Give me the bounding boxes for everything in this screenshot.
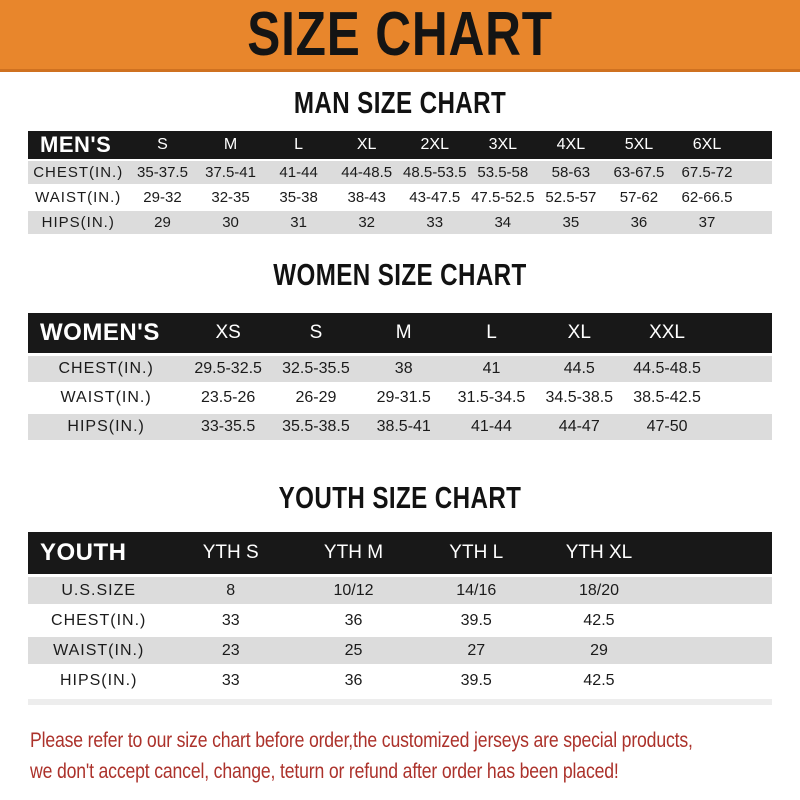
value-cell: 33-35.5	[184, 414, 272, 440]
value-cell: 35-38	[265, 186, 333, 209]
value-cell: 44.5-48.5	[623, 356, 711, 382]
man-size-table	[28, 129, 772, 236]
row-label: WAIST(IN.)	[28, 186, 128, 209]
value-cell: 36	[605, 211, 673, 234]
value-cell: 37.5-41	[197, 161, 265, 184]
value-cell: 47.5-52.5	[469, 186, 537, 209]
value-cell: 23.5-26	[184, 385, 272, 411]
value-cell: 39.5	[415, 607, 538, 634]
header-filler-cell	[741, 131, 772, 159]
banner-title: SIZE CHART	[247, 0, 553, 69]
youth-size-section	[0, 480, 800, 705]
size-column-header: M	[360, 313, 448, 353]
footer-note-line2: we don't accept cancel, change, teturn or refund after order has been placed!	[30, 760, 619, 783]
value-cell: 27	[415, 637, 538, 664]
size-column-header: XS	[184, 313, 272, 353]
value-cell: 63-67.5	[605, 161, 673, 184]
value-cell: 23	[169, 637, 292, 664]
value-cell: 32	[333, 211, 401, 234]
value-cell: 38	[360, 356, 448, 382]
measurement-row	[28, 577, 772, 604]
value-cell: 47-50	[623, 414, 711, 440]
row-filler-cell	[741, 161, 772, 184]
row-filler-cell	[660, 637, 772, 664]
value-cell: 33	[169, 667, 292, 694]
size-column-header: 4XL	[537, 131, 605, 159]
value-cell: 44.5	[535, 356, 623, 382]
women-size-section	[0, 257, 800, 443]
value-cell: 41	[448, 356, 536, 382]
man-section-heading: MAN SIZE CHART	[293, 85, 507, 120]
table-header-label: MEN'S	[28, 131, 128, 159]
size-column-header: 5XL	[605, 131, 673, 159]
value-cell: 33	[169, 607, 292, 634]
value-cell: 34.5-38.5	[535, 385, 623, 411]
banner	[0, 0, 800, 72]
size-column-header: YTH L	[415, 532, 538, 574]
value-cell: 31	[265, 211, 333, 234]
size-column-header: 2XL	[401, 131, 469, 159]
value-cell: 33	[401, 211, 469, 234]
size-column-header: YTH XL	[538, 532, 661, 574]
value-cell: 58-63	[537, 161, 605, 184]
row-filler-cell	[711, 356, 772, 382]
table-header-row	[28, 313, 772, 353]
value-cell: 42.5	[538, 607, 661, 634]
measurement-row	[28, 637, 772, 664]
value-cell: 35	[537, 211, 605, 234]
size-column-header: YTH S	[169, 532, 292, 574]
value-cell: 44-48.5	[333, 161, 401, 184]
value-cell: 30	[197, 211, 265, 234]
value-cell: 29.5-32.5	[184, 356, 272, 382]
row-label: CHEST(IN.)	[28, 607, 169, 634]
value-cell: 8	[169, 577, 292, 604]
value-cell: 38-43	[333, 186, 401, 209]
row-filler-cell	[741, 211, 772, 234]
women-section-heading: WOMEN SIZE CHART	[273, 257, 527, 292]
value-cell: 29-32	[128, 186, 196, 209]
value-cell: 38.5-42.5	[623, 385, 711, 411]
value-cell: 37	[673, 211, 741, 234]
row-filler-cell	[741, 186, 772, 209]
measurement-row	[28, 161, 772, 184]
row-label: WAIST(IN.)	[28, 385, 184, 411]
value-cell: 31.5-34.5	[448, 385, 536, 411]
value-cell: 14/16	[415, 577, 538, 604]
measurement-row	[28, 186, 772, 209]
size-column-header: L	[448, 313, 536, 353]
row-label: HIPS(IN.)	[28, 414, 184, 440]
value-cell: 36	[292, 607, 415, 634]
value-cell: 52.5-57	[537, 186, 605, 209]
value-cell: 36	[292, 667, 415, 694]
table-header-label: YOUTH	[28, 532, 169, 574]
row-label: HIPS(IN.)	[28, 211, 128, 234]
value-cell: 39.5	[415, 667, 538, 694]
row-filler-cell	[711, 385, 772, 411]
size-column-header: S	[272, 313, 360, 353]
measurement-row	[28, 607, 772, 634]
value-cell: 26-29	[272, 385, 360, 411]
women-size-table	[28, 310, 772, 443]
row-label: WAIST(IN.)	[28, 637, 169, 664]
value-cell: 29-31.5	[360, 385, 448, 411]
value-cell: 48.5-53.5	[401, 161, 469, 184]
measurement-row	[28, 385, 772, 411]
size-column-header: XXL	[623, 313, 711, 353]
value-cell: 62-66.5	[673, 186, 741, 209]
youth-section-heading: YOUTH SIZE CHART	[278, 480, 522, 515]
table-header-row	[28, 532, 772, 574]
value-cell: 18/20	[538, 577, 661, 604]
value-cell: 35.5-38.5	[272, 414, 360, 440]
measurement-row	[28, 414, 772, 440]
youth-size-table	[28, 529, 772, 697]
value-cell: 44-47	[535, 414, 623, 440]
man-size-section	[0, 85, 800, 236]
table-bottom-strip	[28, 699, 772, 705]
value-cell: 29	[128, 211, 196, 234]
row-label: CHEST(IN.)	[28, 356, 184, 382]
measurement-row	[28, 356, 772, 382]
value-cell: 38.5-41	[360, 414, 448, 440]
value-cell: 32-35	[197, 186, 265, 209]
row-label: CHEST(IN.)	[28, 161, 128, 184]
row-filler-cell	[660, 607, 772, 634]
value-cell: 10/12	[292, 577, 415, 604]
value-cell: 41-44	[265, 161, 333, 184]
value-cell: 43-47.5	[401, 186, 469, 209]
size-column-header: 6XL	[673, 131, 741, 159]
value-cell: 35-37.5	[128, 161, 196, 184]
row-filler-cell	[711, 414, 772, 440]
size-column-header: S	[128, 131, 196, 159]
size-column-header: L	[265, 131, 333, 159]
footer-note-line1: Please refer to our size chart before order,the customized jerseys are special products,	[30, 729, 693, 752]
header-filler-cell	[711, 313, 772, 353]
row-filler-cell	[660, 577, 772, 604]
size-column-header: 3XL	[469, 131, 537, 159]
table-header-row	[28, 131, 772, 159]
value-cell: 25	[292, 637, 415, 664]
value-cell: 32.5-35.5	[272, 356, 360, 382]
footer-note	[30, 725, 800, 787]
size-column-header: XL	[333, 131, 401, 159]
table-header-label: WOMEN'S	[28, 313, 184, 353]
size-column-header: YTH M	[292, 532, 415, 574]
size-column-header: M	[197, 131, 265, 159]
measurement-row	[28, 211, 772, 234]
row-label: U.S.SIZE	[28, 577, 169, 604]
value-cell: 42.5	[538, 667, 661, 694]
value-cell: 34	[469, 211, 537, 234]
row-filler-cell	[660, 667, 772, 694]
value-cell: 57-62	[605, 186, 673, 209]
value-cell: 67.5-72	[673, 161, 741, 184]
value-cell: 41-44	[448, 414, 536, 440]
value-cell: 29	[538, 637, 661, 664]
measurement-row	[28, 667, 772, 694]
size-column-header: XL	[535, 313, 623, 353]
row-label: HIPS(IN.)	[28, 667, 169, 694]
header-filler-cell	[660, 532, 772, 574]
value-cell: 53.5-58	[469, 161, 537, 184]
